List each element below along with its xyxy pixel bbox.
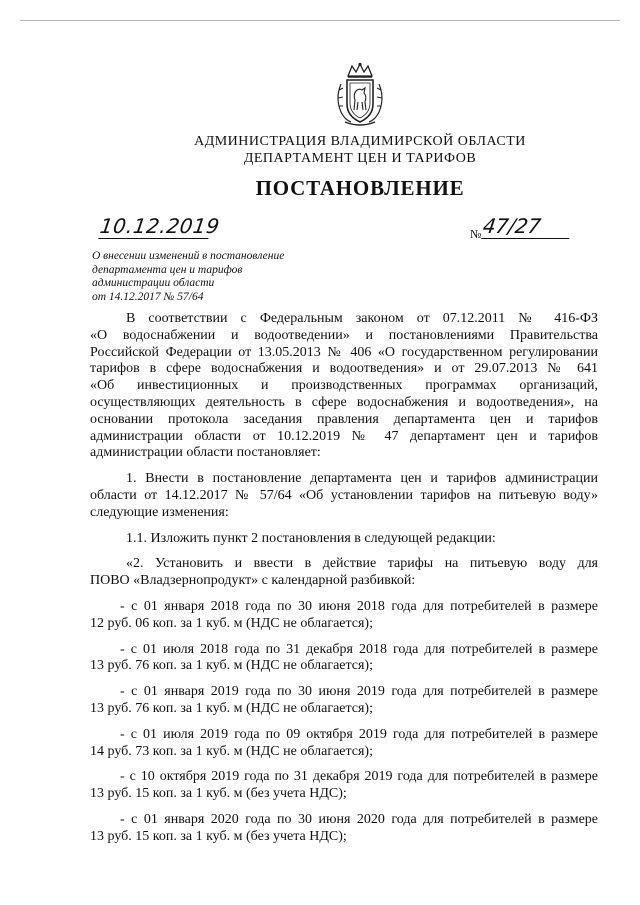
tariff-item <box>90 769 598 803</box>
document-body <box>90 311 598 846</box>
tariff-rate: 13 руб. 15 коп. за 1 куб. м (без учета НДС); <box>90 786 347 802</box>
subject-line: от 14.12.2017 № 57/64 <box>92 290 204 303</box>
tariff-rate: 12 руб. 06 коп. за 1 куб. м (НДС не облагается); <box>90 615 373 631</box>
tariff-period: - с 01 января 2018 года по 30 июня 2018 года для потребителей в размере <box>120 598 598 614</box>
tariff-rate: 13 руб. 76 коп. за 1 куб. м (НДС не облагается); <box>90 700 373 716</box>
document-subject <box>92 250 284 304</box>
tariff-rate: 13 руб. 76 коп. за 1 куб. м (НДС не облагается); <box>90 658 373 674</box>
tariff-period: - с 01 июля 2018 года по 31 декабря 2018 года для потребителей в размере <box>120 641 598 657</box>
department-name: ДЕПАРТАМЕНТ ЦЕН И ТАРИФОВ <box>243 151 477 166</box>
tariff-period: - с 01 января 2019 года по 30 июня 2019 года для потребителей в размере <box>120 684 598 700</box>
preamble-line: В соответствии с Федеральным законом от 07.12.2011 № 416-ФЗ <box>126 311 598 326</box>
item-2-line: «2. Установить и ввести в действие тарифы на питьевую воду для <box>126 556 598 572</box>
subject-line: О внесении изменений в постановление <box>92 250 285 262</box>
organization-name: АДМИНИСТРАЦИЯ ВЛАДИМИРСКОЙ ОБЛАСТИ <box>194 134 526 149</box>
preamble-line: «Об инвестиционных и производственных программах организаций, <box>90 378 598 394</box>
number-label: № <box>470 227 482 241</box>
document-date: 10.12.2019 <box>98 214 222 238</box>
tariff-period: - с 01 января 2020 года по 30 июня 2020 года для потребителей в размере <box>120 811 598 827</box>
tariff-item <box>90 812 598 846</box>
item-1-line: 1. Внести в постановление департамента цен и тарифов администрации <box>126 471 598 487</box>
preamble-line: Российской Федерации от 13.05.2013 № 406 «О государственном регулировании <box>90 344 598 360</box>
preamble-line: «О водоснабжении и водоотведении» и постановлениями Правительства <box>90 327 598 343</box>
item-1-paragraph <box>90 471 598 521</box>
scan-edge-line <box>20 20 620 21</box>
document-title: ПОСТАНОВЛЕНИЕ <box>255 176 465 200</box>
item-2-line: ПОВО «Владзернопродукт» с календарной разбивкой: <box>90 573 416 589</box>
subject-line: администрации области <box>92 277 215 289</box>
preamble-line: администрации области постановляет: <box>90 445 321 461</box>
preamble-paragraph <box>90 311 598 462</box>
tariff-item <box>90 684 598 718</box>
tariff-item <box>90 642 598 676</box>
item-1-line: области от 14.12.2017 № 57/64 «Об установлении тарифов на питьевую воду» <box>90 487 598 503</box>
document-number: 47/27 <box>481 214 573 239</box>
tariff-rate: 13 руб. 15 коп. за 1 куб. м (без учета НДС); <box>90 828 347 844</box>
subject-line: департамента цен и тарифов <box>92 263 243 276</box>
tariff-item <box>90 599 598 633</box>
preamble-line: осуществляющих деятельность в сфере водоснабжения и водоотведения», на <box>90 394 598 410</box>
tariff-rate: 14 руб. 73 коп. за 1 куб. м (НДС не облагается); <box>90 743 373 759</box>
preamble-line: тарифов в сфере водоснабжения и водоотведения» и от 29.07.2013 № 641 <box>90 361 598 377</box>
tariff-item <box>90 727 598 761</box>
item-2-paragraph <box>90 556 598 590</box>
tariff-period: - с 10 октября 2019 года по 31 декабря 2019 года для потребителей в размере <box>120 769 598 785</box>
preamble-line: основании протокола заседания правления департамента цен и тарифов <box>90 411 598 427</box>
item-1-1-paragraph: 1.1. Изложить пункт 2 постановления в следующей редакции: <box>126 530 496 546</box>
preamble-line: администрации области от 10.12.2019 № 47 департамент цен и тарифов <box>90 428 598 444</box>
tariff-period: - с 01 июля 2019 года по 09 октября 2019 года для потребителей в размере <box>120 726 598 742</box>
coat-of-arms-icon <box>333 62 387 128</box>
item-1-line: следующие изменения: <box>90 504 229 520</box>
